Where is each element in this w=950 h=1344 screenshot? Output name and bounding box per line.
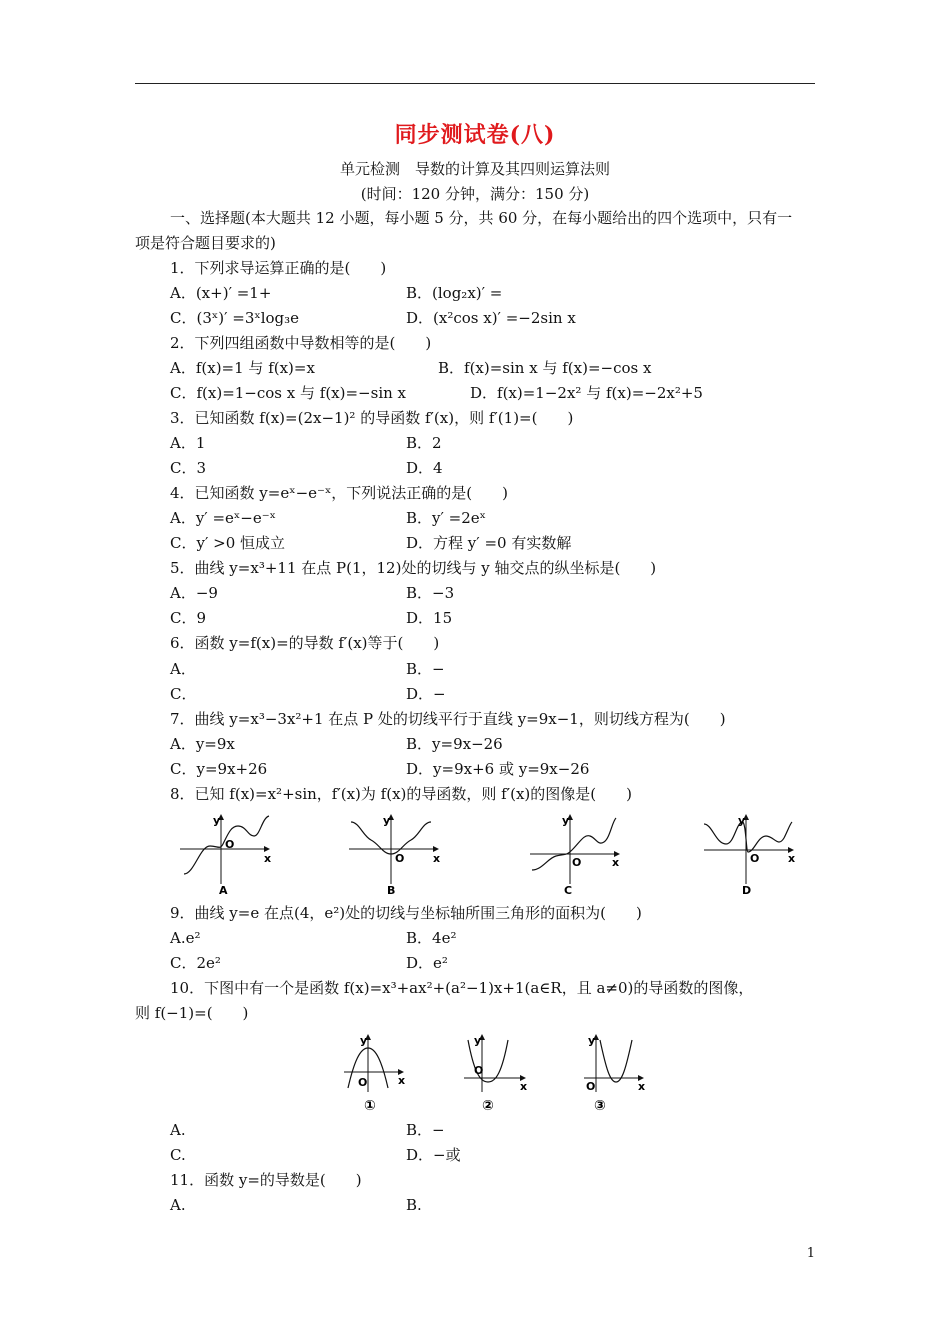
question-2-option-b: B．f(x)=sin x 与 f(x)=−cos x [438,359,652,377]
page-number: 1 [806,1246,815,1261]
q10g2-x-label: x [520,1080,528,1093]
question-7-option-b: B．y=9x−26 [406,735,503,753]
q8-graph-c [526,812,624,898]
q10g2-origin-label: O [474,1064,484,1077]
q10-graph-3-label: ③ [594,1098,606,1114]
question-6-option-b: B．− [406,660,445,678]
question-4-option-b: B．y′ =2eˣ [406,509,487,527]
question-9-option-a: A.e² [170,929,201,947]
question-11-option-b: B. [406,1196,422,1214]
q8c-origin-label: O [572,856,582,869]
header-rule [135,83,815,84]
question-3-option-c: C．3 [170,459,207,477]
q8c-y-label: y [562,814,570,827]
question-3-option-d: D．4 [406,459,443,477]
question-1-option-c: C．(3ˣ)′ =3ˣlog₃e [170,309,300,327]
question-11-option-a: A. [170,1196,186,1214]
question-6-option-c: C． [170,685,197,703]
q10-graph-2-label: ② [482,1098,494,1114]
question-2-option-c: C．f(x)=1−cos x 与 f(x)=−sin x [170,384,407,402]
question-7-option-c: C．y=9x+26 [170,760,268,778]
question-4-option-d: D．方程 y′ =0 有实数解 [406,534,572,552]
question-11-stem: 11．函数 y=的导数是( ) [170,1171,362,1189]
q8d-x-label: x [788,852,796,865]
question-10-option-b: B．− [406,1121,445,1139]
q8b-origin-label: O [395,852,405,865]
question-9-option-c: C．2e² [170,954,221,972]
q10g1-y-label: y [360,1034,368,1047]
question-5-stem: 5．曲线 y=x³+11 在点 P(1，12)处的切线与 y 轴交点的纵坐标是( ) [170,559,657,577]
question-5-option-d: D．15 [406,609,453,627]
q10g3-x-label: x [638,1080,646,1093]
question-7-option-a: A．y=9x [170,735,235,753]
q8-graph-b-label: B [387,884,396,897]
question-8-stem: 8．已知 f(x)=x²+sin，f′(x)为 f(x)的导函数，则 f′(x)的图像是( ) [170,785,632,803]
question-1-stem: 1．下列求导运算正确的是( ) [170,259,387,277]
question-10-stem: 10．下图中有一个是函数 f(x)=x³+ax²+(a²−1)x+1(a∈R，且 a≠0)的导函数的图像， [170,979,754,997]
question-10-option-d: D．−或 [406,1146,461,1164]
q10g2-y-label: y [474,1034,482,1047]
question-9-stem: 9．曲线 y=e 在点(4，e²)处的切线与坐标轴所围三角形的面积为( ) [170,904,642,922]
question-7-stem: 7．曲线 y=x³−3x²+1 在点 P 处的切线平行于直线 y=9x−1，则切线方程为( ) [170,710,726,728]
question-9-option-b: B．4e² [406,929,457,947]
question-9-option-d: D．e² [406,954,448,972]
question-4-stem: 4．已知函数 y=eˣ−e⁻ˣ，下列说法正确的是( ) [170,484,509,502]
q8-graph-c-label: C [564,884,573,897]
q8-graph-d [700,812,798,898]
q8a-y-label: y [213,814,221,827]
q10g3-y-label: y [588,1034,596,1047]
question-10-option-a: A. [170,1121,186,1139]
page-subtitle: 单元检测 导数的计算及其四则运算法则 [339,160,610,178]
question-3-option-b: B．2 [406,434,442,452]
q10-graph-1 [340,1032,410,1116]
q8a-x-label: x [264,852,272,865]
question-1-option-d: D．(x²cos x)′ =−2sin x [406,309,576,327]
section-heading: 一、选择题(本大题共 12 小题，每小题 5 分，共 60 分，在每小题给出的四个选项中，只有一 [170,209,793,227]
question-5-option-b: B．−3 [406,584,455,602]
question-1-option-a: A．(x+)′ =1+ [170,284,272,302]
question-2-option-d: D．f(x)=1−2x² 与 f(x)=−2x²+5 [470,384,703,402]
question-10-stem-cont: 则 f(−1)=( ) [135,1004,249,1022]
q8a-origin-label: O [225,838,235,851]
time-info: (时间：120 分钟，满分：150 分) [360,185,590,203]
q8-graph-a-label: A [219,884,228,897]
q10-graph-2 [460,1032,532,1116]
question-3-option-a: A．1 [170,434,206,452]
question-6-option-a: A． [170,660,196,678]
question-3-stem: 3．已知函数 f(x)=(2x−1)² 的导函数 f′(x)，则 f′(1)=( ) [170,409,574,427]
question-2-stem: 2．下列四组函数中导数相等的是( ) [170,334,432,352]
q10g1-origin-label: O [358,1076,368,1089]
q8b-x-label: x [433,852,441,865]
question-2-option-a: A．f(x)=1 与 f(x)=x [170,359,315,377]
q8-graph-d-label: D [742,884,752,897]
question-4-option-c: C．y′ >0 恒成立 [170,534,286,552]
q8d-y-label: y [738,814,746,827]
question-6-stem: 6．函数 y=f(x)=的导数 f′(x)等于( ) [170,634,440,652]
question-6-option-d: D．− [406,685,446,703]
question-5-option-a: A．−9 [170,584,218,602]
q8b-y-label: y [383,814,391,827]
q10g3-origin-label: O [586,1080,596,1093]
question-10-option-c: C. [170,1146,186,1164]
q8-graph-b [345,812,443,898]
q8c-x-label: x [612,856,620,869]
page-title: 同步测试卷(八) [394,122,556,148]
section-heading-cont: 项是符合题目要求的) [135,234,276,252]
q8d-origin-label: O [750,852,760,865]
question-7-option-d: D．y=9x+6 或 y=9x−26 [406,760,590,778]
q8-graph-a [176,812,274,898]
q10g1-x-label: x [398,1074,406,1087]
q10-graph-1-label: ① [364,1098,376,1114]
question-1-option-b: B．(log₂x)′ = [406,284,503,302]
q10-graph-3 [580,1032,652,1116]
question-5-option-c: C．9 [170,609,207,627]
question-4-option-a: A．y′ =eˣ−e⁻ˣ [170,509,277,527]
